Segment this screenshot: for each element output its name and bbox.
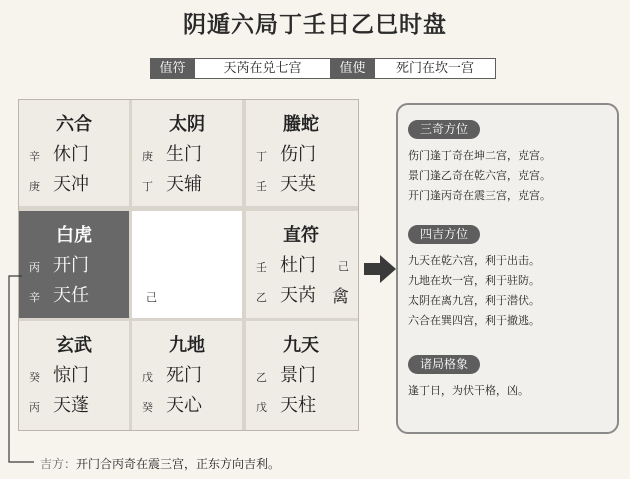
door: 休门 [53, 144, 89, 165]
heaven-stem: 丙 [29, 261, 40, 274]
palace-god: 太阴 [169, 114, 205, 135]
palace-god: 螣蛇 [283, 114, 319, 135]
siji-line: 九地在坎一宫，利于驻防。 [408, 274, 540, 287]
palace-god: 直符 [283, 225, 319, 246]
earth-stem: 丁 [142, 180, 153, 193]
siji-line: 九天在乾六宫，利于出击。 [408, 254, 540, 267]
palace-god: 六合 [56, 114, 92, 135]
palace-god: 玄武 [56, 335, 92, 356]
center-stem: 己 [146, 291, 157, 304]
lodged-star: 禽 [332, 287, 349, 307]
footnote [40, 455, 280, 472]
door: 惊门 [53, 365, 89, 386]
earth-stem: 丙 [29, 401, 40, 414]
heaven-stem: 庚 [142, 150, 153, 163]
geju-title: 诸局格象 [408, 355, 480, 374]
earth-stem: 壬 [256, 180, 267, 193]
heaven-stem: 癸 [29, 371, 40, 384]
siji-line: 太阴在离九宫，利于潜伏。 [408, 294, 540, 307]
door: 景门 [280, 365, 316, 386]
star: 天芮 [280, 285, 316, 306]
star: 天柱 [280, 395, 316, 416]
geju-line: 逢丁日，为伏干格，凶。 [408, 384, 529, 397]
door: 开门 [53, 255, 89, 276]
siji-line: 六合在巽四宫，利于撤逃。 [408, 314, 540, 327]
star: 天蓬 [53, 395, 89, 416]
heaven-stem: 戊 [142, 371, 153, 384]
zhishi-label: 值使 [330, 58, 375, 79]
heaven-stem: 辛 [29, 150, 40, 163]
door: 生门 [166, 144, 202, 165]
zhifu-label: 值符 [150, 58, 195, 79]
palace-god: 白虎 [56, 225, 92, 246]
footnote-text: 开门合丙奇在震三宫，正东方向吉利。 [76, 457, 281, 471]
star: 天冲 [53, 174, 89, 195]
zhishi-value: 死门在坎一宫 [375, 58, 496, 79]
sanqi-title: 三奇方位 [408, 120, 480, 139]
door: 死门 [166, 365, 202, 386]
star: 天辅 [166, 174, 202, 195]
sanqi-line: 开门逢丙奇在震三宫，克宫。 [408, 189, 551, 202]
sanqi-line: 伤门逢丁奇在坤二宫，克宫。 [408, 149, 551, 162]
door: 伤门 [280, 144, 316, 165]
heaven-stem: 壬 [256, 261, 267, 274]
sanqi-line: 景门逢乙奇在乾六宫，克宫。 [408, 169, 551, 182]
door: 杜门 [280, 255, 316, 276]
palace-god: 九天 [283, 335, 319, 356]
lodged-stem: 己 [338, 260, 349, 273]
page-title: 阴遁六局丁壬日乙巳时盘 [183, 12, 447, 38]
earth-stem: 戊 [256, 401, 267, 414]
palace-god: 九地 [169, 335, 205, 356]
heaven-stem: 乙 [256, 371, 267, 384]
star: 天任 [53, 285, 89, 306]
earth-stem: 癸 [142, 401, 153, 414]
footnote-label: 吉方： [40, 457, 77, 471]
siji-title: 四吉方位 [408, 225, 480, 244]
earth-stem: 庚 [29, 180, 40, 193]
zhifu-value: 天芮在兑七宫 [195, 58, 330, 79]
earth-stem: 辛 [29, 291, 40, 304]
heaven-stem: 丁 [256, 150, 267, 163]
star: 天英 [280, 174, 316, 195]
earth-stem: 乙 [256, 291, 267, 304]
star: 天心 [166, 395, 202, 416]
